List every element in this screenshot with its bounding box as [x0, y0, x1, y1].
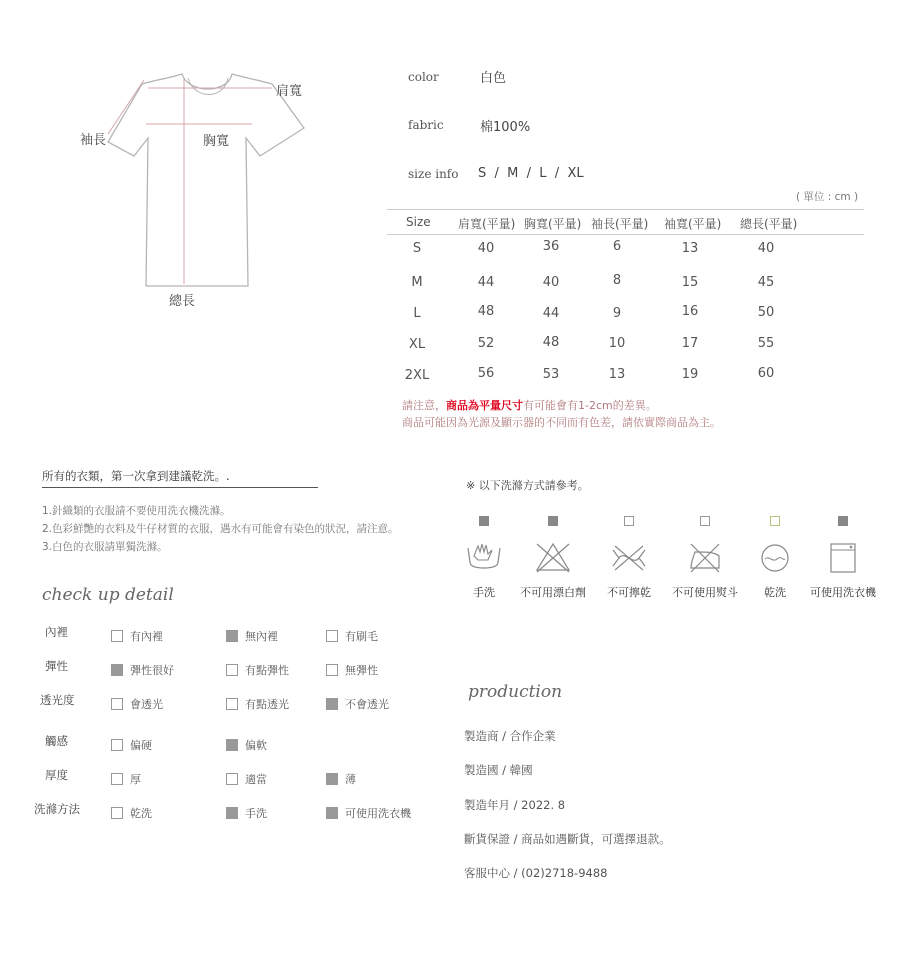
no-bleach-icon — [535, 542, 571, 574]
wash-tips — [42, 502, 399, 556]
detail-option[interactable] — [226, 734, 267, 753]
no-iron-icon — [687, 542, 723, 574]
diagram-chest-label: 胸寬 — [203, 134, 230, 149]
production-line: 製造國 / 韓國 — [464, 763, 533, 777]
header-sleeve-length: 袖長(平量) — [591, 217, 649, 231]
care-status-mark — [770, 516, 780, 526]
cell-shoulder: 52 — [477, 336, 495, 351]
detail-option[interactable] — [111, 802, 152, 821]
checked-box-icon[interactable] — [226, 630, 238, 642]
care-label: 不可擰乾 — [607, 586, 651, 599]
detail-option-label: 厚 — [130, 772, 141, 786]
cell-sleeve-width: 16 — [681, 304, 699, 319]
color-value: 白色 — [480, 71, 507, 86]
diagram-sleeve-label: 袖長 — [80, 133, 107, 148]
detail-option-label: 彈性很好 — [130, 663, 174, 677]
header-sleeve-width: 袖寬(平量) — [664, 217, 722, 231]
header-length: 總長(平量) — [740, 217, 798, 231]
detail-option[interactable] — [226, 659, 289, 678]
detail-option[interactable] — [226, 693, 289, 712]
detail-option[interactable] — [111, 659, 174, 678]
detail-row-label: 厚度 — [45, 768, 68, 782]
cell-chest: 40 — [542, 275, 560, 290]
detail-option[interactable] — [226, 625, 278, 644]
cell-chest: 48 — [542, 335, 560, 350]
unchecked-box-icon[interactable] — [326, 630, 338, 642]
detail-row-label: 彈性 — [45, 659, 68, 673]
note-suffix: 有可能會有1-2cm的差異。 — [523, 399, 657, 412]
detail-option[interactable] — [226, 768, 267, 787]
cell-shoulder: 56 — [477, 366, 495, 381]
cell-sleeve-length: 13 — [608, 367, 626, 382]
cell-shoulder: 48 — [477, 304, 495, 319]
cell-size: XL — [408, 337, 426, 352]
detail-option[interactable] — [326, 659, 378, 678]
detail-option[interactable] — [111, 768, 141, 787]
production-line: 客服中心 / (02)2718-9488 — [464, 866, 608, 880]
detail-row-label: 透光度 — [40, 693, 75, 707]
size-table — [387, 209, 864, 235]
cell-length: 45 — [757, 275, 775, 290]
care-status-mark — [624, 516, 634, 526]
cell-sleeve-width: 17 — [681, 336, 699, 351]
note-highlight: 商品為平量尺寸 — [446, 399, 523, 412]
wash-tip: 1.針織類的衣服請不要使用洗衣機洗滌。 — [42, 505, 231, 517]
cell-size: M — [411, 275, 423, 290]
hand-wash-icon — [466, 542, 502, 574]
fabric-label: fabric — [408, 118, 444, 132]
checked-box-icon[interactable] — [326, 773, 338, 785]
care-status-mark — [838, 516, 848, 526]
cell-sleeve-length: 10 — [608, 336, 626, 351]
tshirt-outline-icon — [60, 60, 340, 320]
note-prefix: 請注意， — [402, 399, 446, 412]
detail-option-label: 可使用洗衣機 — [345, 806, 411, 820]
unchecked-box-icon[interactable] — [111, 773, 123, 785]
wash-tip: 3.白色的衣服請單獨洗滌。 — [42, 541, 168, 553]
detail-option[interactable] — [226, 802, 267, 821]
cell-sleeve-length: 8 — [612, 273, 622, 288]
production-title: production — [468, 682, 563, 702]
cell-sleeve-length: 6 — [612, 239, 622, 254]
detail-option-label: 有點透光 — [245, 697, 289, 711]
detail-option-label: 無內裡 — [245, 629, 278, 643]
unchecked-box-icon[interactable] — [226, 664, 238, 676]
detail-option[interactable] — [111, 625, 163, 644]
unchecked-box-icon[interactable] — [111, 807, 123, 819]
checked-box-icon[interactable] — [226, 807, 238, 819]
color-label: color — [408, 70, 439, 84]
cell-size: 2XL — [404, 368, 430, 383]
care-label: 不可使用熨斗 — [672, 586, 738, 599]
unchecked-box-icon[interactable] — [111, 698, 123, 710]
cell-size: S — [412, 241, 422, 256]
detail-option[interactable] — [326, 802, 411, 821]
detail-option-label: 無彈性 — [345, 663, 378, 677]
color-note: 商品可能因為光源及顯示器的不同而有色差，請依實際商品為主。 — [402, 416, 721, 429]
detail-row-label: 內裡 — [45, 625, 68, 639]
detail-option-label: 會透光 — [130, 697, 163, 711]
no-wring-icon — [611, 542, 647, 574]
washing-machine-icon — [825, 542, 861, 574]
header-chest: 胸寬(平量) — [524, 217, 582, 231]
unchecked-box-icon[interactable] — [111, 739, 123, 751]
cell-shoulder: 44 — [477, 275, 495, 290]
care-label: 手洗 — [473, 586, 495, 599]
detail-option-label: 適當 — [245, 772, 267, 786]
care-label: 不可用漂白劑 — [520, 586, 586, 599]
fabric-value: 棉100% — [480, 120, 531, 135]
size-table-header — [387, 209, 864, 235]
care-label: 可使用洗衣機 — [810, 586, 876, 599]
dry-clean-icon — [757, 542, 793, 574]
cell-length: 55 — [757, 336, 775, 351]
detail-option[interactable] — [111, 693, 163, 712]
detail-option-label: 偏軟 — [245, 738, 267, 752]
checked-box-icon[interactable] — [111, 664, 123, 676]
cell-length: 60 — [757, 366, 775, 381]
size-info-label: size info — [408, 167, 459, 181]
size-note — [402, 397, 657, 413]
checked-box-icon[interactable] — [326, 807, 338, 819]
detail-option-label: 手洗 — [245, 806, 267, 820]
cell-shoulder: 40 — [477, 241, 495, 256]
wash-title: 所有的衣類，第一次拿到建議乾洗。. — [42, 468, 318, 488]
cell-sleeve-width: 13 — [681, 241, 699, 256]
checked-box-icon[interactable] — [326, 698, 338, 710]
cell-length: 40 — [757, 241, 775, 256]
cell-chest: 36 — [542, 239, 560, 254]
detail-option[interactable] — [326, 768, 356, 787]
production-line: 製造年月 / 2022. 8 — [464, 798, 566, 812]
header-shoulder: 肩寬(平量) — [458, 217, 516, 231]
detail-option-label: 有刷毛 — [345, 629, 378, 643]
diagram-shoulder-label: 肩寬 — [276, 84, 303, 99]
tshirt-diagram — [60, 60, 340, 320]
detail-title: check up detail — [42, 585, 174, 605]
production-line: 斷貨保證 / 商品如遇斷貨，可選擇退款。 — [464, 832, 671, 846]
cell-sleeve-length: 9 — [612, 306, 622, 321]
care-status-mark — [700, 516, 710, 526]
detail-option[interactable] — [326, 693, 389, 712]
unchecked-box-icon[interactable] — [226, 698, 238, 710]
checked-box-icon[interactable] — [226, 739, 238, 751]
care-title: ※ 以下洗滌方式請參考。 — [466, 479, 589, 492]
detail-option-label: 不會透光 — [345, 697, 389, 711]
header-size: Size — [406, 215, 431, 229]
detail-option[interactable] — [111, 734, 152, 753]
detail-option-label: 有點彈性 — [245, 663, 289, 677]
cell-length: 50 — [757, 305, 775, 320]
diagram-length-label: 總長 — [169, 294, 196, 309]
care-status-mark — [479, 516, 489, 526]
production-line: 製造商 / 合作企業 — [464, 729, 556, 743]
detail-option[interactable] — [326, 625, 378, 644]
unchecked-box-icon[interactable] — [326, 664, 338, 676]
wash-tip: 2.色彩鮮艷的衣料及牛仔材質的衣服，遇水有可能會有染色的狀況，請注意。 — [42, 523, 399, 535]
cell-chest: 44 — [542, 306, 560, 321]
detail-row-label: 洗滌方法 — [34, 802, 80, 816]
cell-chest: 53 — [542, 367, 560, 382]
detail-option-label: 薄 — [345, 772, 356, 786]
detail-row-label: 觸感 — [45, 734, 68, 748]
detail-option-label: 偏硬 — [130, 738, 152, 752]
care-label: 乾洗 — [764, 586, 786, 599]
detail-option-label: 有內裡 — [130, 629, 163, 643]
cell-sleeve-width: 19 — [681, 367, 699, 382]
unchecked-box-icon[interactable] — [111, 630, 123, 642]
unit-label: ( 單位 : cm ) — [796, 191, 859, 203]
cell-sleeve-width: 15 — [681, 275, 699, 290]
cell-size: L — [413, 306, 421, 321]
care-status-mark — [548, 516, 558, 526]
size-info-value: S / M / L / XL — [478, 166, 584, 181]
unchecked-box-icon[interactable] — [226, 773, 238, 785]
detail-option-label: 乾洗 — [130, 806, 152, 820]
